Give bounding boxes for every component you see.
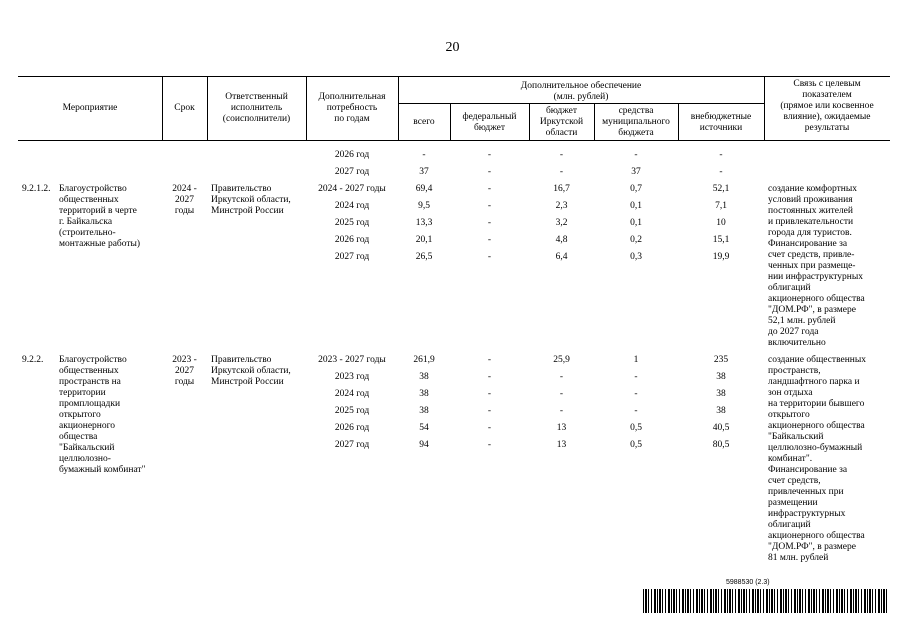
cell-year: 2025 год <box>334 406 370 416</box>
cell-federal: - <box>487 201 492 211</box>
cell-regional: - <box>559 406 564 416</box>
cell-municipal: 0,1 <box>630 201 642 211</box>
entry-number: 9.2.1.2. <box>22 184 51 194</box>
cell-year: 2025 год <box>334 218 370 228</box>
cell-extra: 38 <box>716 406 726 416</box>
cell-extra: 10 <box>716 218 726 228</box>
header-term: Срок <box>174 103 195 113</box>
cell-regional: 2,3 <box>555 201 568 211</box>
cell-year: 2026 год <box>334 235 370 245</box>
cell-municipal: - <box>634 150 638 160</box>
cell-year: 2027 год <box>334 252 370 262</box>
cell-municipal: 0,1 <box>630 218 642 228</box>
page-number: 20 <box>445 40 460 55</box>
header-bottom-rule <box>18 140 890 141</box>
cell-municipal: - <box>634 389 638 399</box>
header-regional: бюджет Иркутской области <box>539 106 584 138</box>
cell-year: 2024 - 2027 годы <box>318 184 386 194</box>
entry-link-text: создание комфортных условий проживания постоянных жителей и привлекательности города для туристов. Финансирование за счет средств, привле- ченных при размеще- нии инфраструктурных облигаций акционерного общества "ДОМ.РФ", в размере 52,1 млн. рублей до 2027 года включительно <box>768 184 865 348</box>
header-municipal: средства муниципального бюджета <box>602 106 670 138</box>
cell-federal: - <box>487 440 492 450</box>
cell-year: 2024 год <box>334 201 370 211</box>
cell-year: 2027 год <box>334 167 370 177</box>
cell-regional: - <box>559 389 564 399</box>
cell-municipal: - <box>634 406 638 416</box>
cell-federal: - <box>487 423 492 433</box>
cell-total: 38 <box>419 372 429 382</box>
cell-year: 2027 год <box>334 440 370 450</box>
cell-extra: 40,5 <box>712 423 730 433</box>
cell-regional: 3,2 <box>555 218 568 228</box>
header-funding: Дополнительное обеспечение (млн. рублей) <box>520 81 642 102</box>
header-need: Дополнительная потребность по годам <box>318 92 386 124</box>
cell-municipal: 37 <box>631 167 641 177</box>
cell-extra: 52,1 <box>712 184 730 194</box>
cell-extra: 15,1 <box>712 235 730 245</box>
cell-total: 54 <box>419 423 429 433</box>
cell-municipal: - <box>634 372 638 382</box>
cell-extra: 7,1 <box>715 201 727 211</box>
cell-total: 26,5 <box>415 252 433 262</box>
barcode-number: 5988530 (2.3) <box>726 579 770 586</box>
cell-regional: - <box>559 372 564 382</box>
cell-federal: - <box>487 252 492 262</box>
cell-total: 94 <box>419 440 429 450</box>
cell-extra: 19,9 <box>712 252 730 262</box>
entry-measure: Благоустройство общественных территорий в черте г. Байкальска (строительно- монтажные работы) <box>59 184 141 249</box>
cell-extra: - <box>719 150 723 160</box>
cell-total: - <box>422 150 426 160</box>
barcode-image <box>643 589 889 613</box>
entry-responsible: Правительство Иркутской области, Минстрой России <box>211 355 291 387</box>
cell-year: 2023 - 2027 годы <box>318 355 386 365</box>
header-total: всего <box>413 117 435 127</box>
cell-extra: 80,5 <box>712 440 730 450</box>
header-responsible: Ответственный исполнитель (соисполнители) <box>222 92 291 124</box>
cell-federal: - <box>487 218 492 228</box>
header-measure: Мероприятие <box>62 103 118 113</box>
cell-extra: 235 <box>713 355 729 365</box>
cell-federal: - <box>487 355 492 365</box>
header-link: Связь с целевым показателем (прямое или косвенное влияние), ожидаемые результаты <box>780 79 874 133</box>
cell-total: 9,5 <box>418 201 430 211</box>
cell-federal: - <box>487 184 492 194</box>
cell-federal: - <box>487 235 492 245</box>
cell-municipal: 0,2 <box>630 235 642 245</box>
cell-regional: - <box>559 167 564 177</box>
cell-municipal: 0,5 <box>630 440 642 450</box>
cell-federal: - <box>487 150 492 160</box>
header-federal: федеральный бюджет <box>462 112 517 133</box>
cell-year: 2023 год <box>334 372 370 382</box>
cell-regional: 4,8 <box>555 235 568 245</box>
cell-year: 2026 год <box>334 150 370 160</box>
cell-year: 2024 год <box>334 389 370 399</box>
cell-total: 38 <box>419 406 429 416</box>
cell-regional: 16,7 <box>553 184 570 194</box>
cell-extra: 38 <box>716 389 726 399</box>
cell-regional: 13 <box>556 440 567 450</box>
cell-extra: - <box>719 167 723 177</box>
header-extra: внебюджетные источники <box>690 112 752 133</box>
cell-total: 37 <box>419 167 429 177</box>
entry-term: 2023 - 2027 годы <box>172 355 197 387</box>
cell-regional: 6,4 <box>555 252 568 262</box>
cell-regional: - <box>559 150 564 160</box>
cell-total: 20,1 <box>415 235 433 245</box>
cell-municipal: 0,5 <box>630 423 642 433</box>
cell-year: 2026 год <box>334 423 370 433</box>
cell-municipal: 0,3 <box>630 252 642 262</box>
cell-federal: - <box>487 406 492 416</box>
cell-federal: - <box>487 372 492 382</box>
entry-term: 2024 - 2027 годы <box>172 184 197 216</box>
cell-municipal: 0,7 <box>630 184 642 194</box>
cell-total: 13,3 <box>415 218 433 228</box>
table-top-rule <box>18 76 890 77</box>
entry-measure: Благоустройство общественных пространств на территории промплощадки открытого акционерного общества "Байкальский целлюлозно- бумажный комбинат" <box>59 355 146 475</box>
cell-federal: - <box>487 167 492 177</box>
entry-number: 9.2.2. <box>22 355 44 365</box>
cell-federal: - <box>487 389 492 399</box>
entry-responsible: Правительство Иркутской области, Минстрой России <box>211 184 291 216</box>
cell-total: 69,4 <box>415 184 433 194</box>
funding-subheader-rule <box>398 103 764 104</box>
cell-total: 38 <box>419 389 429 399</box>
cell-total: 261,9 <box>413 355 435 365</box>
entry-link-text: создание общественных пространств, ландшафтного парка и зон отдыха на территории бывшего открытого акционерного общества "Байкальский целлюлозно-бумажный комбинат". Финансирование за счет средств, привлеченных при размещении инфраструктурных облигаций акционерного общества "ДОМ.РФ", в размере 81 млн. рублей <box>768 355 867 563</box>
cell-regional: 25,9 <box>553 355 570 365</box>
cell-extra: 38 <box>716 372 726 382</box>
cell-regional: 13 <box>556 423 567 433</box>
cell-municipal: 1 <box>633 355 639 365</box>
